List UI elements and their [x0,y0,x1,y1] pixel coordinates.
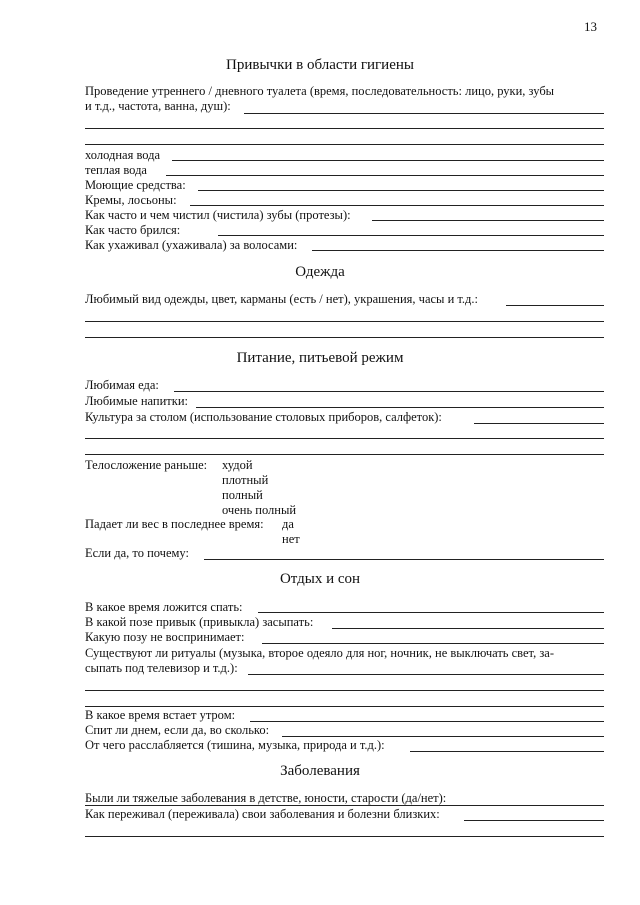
bedtime-label: В какое время ложится спать: [85,600,243,614]
toilet-answer-line[interactable] [244,113,604,114]
physique-label: Телосложение раньше: [85,458,208,472]
wake-answer-line[interactable] [250,721,604,722]
teeth-label: Как часто и чем чистил (чистила) зубы (протезы): [85,208,351,222]
section-title-rest: Отдых и сон [279,571,361,587]
answer-line[interactable] [85,454,604,455]
answer-line[interactable] [85,690,604,691]
toilet-question-line1: Проведение утреннего / дневного туалета (время, последовательность: лицо, руки, зубы [85,84,555,98]
shaved-answer-line[interactable] [218,235,604,236]
why-answer-line[interactable] [204,559,604,560]
drinks-answer-line[interactable] [196,407,604,408]
section-title-diseases: Заболевания [280,763,360,779]
answer-line[interactable] [85,706,604,707]
sleep-position-label: В какой позе привык (привыкла) засыпать: [85,615,314,629]
clothing-answer-line[interactable] [506,305,604,306]
shaved-label: Как часто брился: [85,223,181,237]
physique-option[interactable]: очень полный [222,503,297,517]
section-title-nutrition: Питание, питьевой режим [236,350,404,366]
coping-label: Как переживал (переживала) свои заболевания и болезни близких: [85,807,440,821]
cold-water-answer-line[interactable] [172,160,604,161]
wake-label: В какое время встает утром: [85,708,236,722]
toilet-question-line2: и т.д., частота, ванна, душ): [85,99,231,113]
physique-option[interactable]: полный [222,488,263,502]
warm-water-answer-line[interactable] [166,175,604,176]
hair-label: Как ухаживал (ухаживала) за волосами: [85,238,298,252]
hair-answer-line[interactable] [312,250,604,251]
bad-position-answer-line[interactable] [262,643,604,644]
answer-line[interactable] [85,337,604,338]
physique-option[interactable]: худой [222,458,253,472]
detergents-answer-line[interactable] [198,190,604,191]
weight-loss-yes-option[interactable]: да [282,517,294,531]
physique-option[interactable]: плотный [222,473,269,487]
cold-water-label: холодная вода [85,148,161,162]
serious-diseases-answer-line[interactable] [85,805,604,806]
weight-loss-no-option[interactable]: нет [282,532,300,546]
answer-line[interactable] [85,836,604,837]
food-answer-line[interactable] [174,391,604,392]
section-title-hygiene: Привычки в области гигиены [226,57,414,73]
why-label: Если да, то почему: [85,546,189,560]
teeth-answer-line[interactable] [372,220,604,221]
table-culture-answer-line[interactable] [474,423,604,424]
relax-label: От чего расслабляется (тишина, музыка, природа и т.д.): [85,738,385,752]
detergents-label: Моющие средства: [85,178,186,192]
day-sleep-label: Спит ли днем, если да, во сколько: [85,723,270,737]
relax-answer-line[interactable] [410,751,604,752]
clothing-label: Любимый вид одежды, цвет, карманы (есть / нет), украшения, часы и т.д.: [85,292,478,306]
page-number: 13 [584,19,597,34]
bedtime-answer-line[interactable] [258,612,604,613]
rituals-line1: Существуют ли ритуалы (музыка, второе одеяло для ног, ночник, не выключать свет, за- [85,646,554,660]
food-label: Любимая еда: [85,378,159,392]
creams-answer-line[interactable] [190,205,604,206]
answer-line[interactable] [85,438,604,439]
answer-line[interactable] [85,144,604,145]
warm-water-label: теплая вода [85,163,147,177]
serious-diseases-label: Были ли тяжелые заболевания в детстве, юности, старости (да/нет): [85,791,447,805]
answer-line[interactable] [85,321,604,322]
creams-label: Кремы, лосьоны: [85,193,177,207]
answer-line[interactable] [85,128,604,129]
sleep-position-answer-line[interactable] [332,628,604,629]
day-sleep-answer-line[interactable] [282,736,604,737]
weight-loss-label: Падает ли вес в последнее время: [85,517,264,531]
rituals-line2: сыпать под телевизор и т.д.): [85,661,238,675]
coping-answer-line[interactable] [464,820,604,821]
bad-position-label: Какую позу не воспринимает: [85,630,245,644]
table-culture-label: Культура за столом (использование столовых приборов, салфеток): [85,410,442,424]
drinks-label: Любимые напитки: [85,394,188,408]
section-title-clothing: Одежда [295,264,345,280]
rituals-answer-line[interactable] [248,674,604,675]
